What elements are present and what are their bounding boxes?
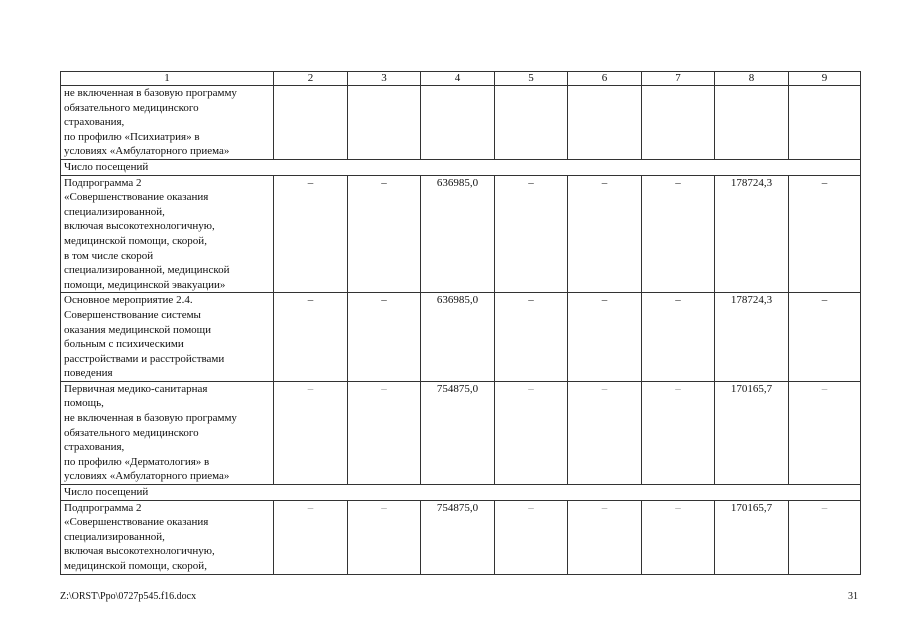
value-cell: – [274, 293, 348, 382]
value-cell: 178724,3 [715, 293, 789, 382]
row-label: Число посещений [61, 159, 861, 175]
value-cell: – [495, 381, 568, 484]
footer-file-path: Z:\ORST\Ppo\0727p545.f16.docx [60, 591, 197, 602]
value-cell: 636985,0 [421, 293, 495, 382]
footer-page-number: 31 [848, 591, 858, 602]
value-cell: – [495, 500, 568, 574]
header-cell: 2 [274, 72, 348, 86]
header-cell: 7 [642, 72, 715, 86]
value-cell: – [274, 500, 348, 574]
value-cell: 170165,7 [715, 381, 789, 484]
value-cell [568, 86, 642, 160]
value-cell: – [642, 293, 715, 382]
table-row [61, 500, 861, 574]
value-cell: – [348, 175, 421, 293]
value-cell: – [568, 500, 642, 574]
value-cell: – [274, 175, 348, 293]
header-cell: 4 [421, 72, 495, 86]
value-cell: – [348, 500, 421, 574]
header-cell: 1 [61, 72, 274, 86]
header-cell: 5 [495, 72, 568, 86]
value-cell: – [789, 175, 861, 293]
table-row [61, 175, 861, 293]
value-cell: – [568, 381, 642, 484]
value-cell: – [642, 381, 715, 484]
value-cell [348, 86, 421, 160]
row-description: Подпрограмма 2 «Совершенствование оказания специализированной, включая высокотехнологичную, медицинской помощи, скорой, в том числе скорой специализированной, медицинской помощи, медицинской эвакуации» [61, 175, 274, 293]
row-description: не включенная в базовую программу обязательного медицинского страхования, по профилю «Психиатрия» в условиях «Амбулаторного приема» [61, 86, 274, 160]
table-row [61, 86, 861, 160]
value-cell: – [274, 381, 348, 484]
header-cell: 8 [715, 72, 789, 86]
header-cell: 3 [348, 72, 421, 86]
value-cell: – [568, 175, 642, 293]
value-cell: – [495, 293, 568, 382]
value-cell: – [348, 381, 421, 484]
table-label-row [61, 485, 861, 501]
header-cell: 6 [568, 72, 642, 86]
value-cell [421, 86, 495, 160]
value-cell: – [348, 293, 421, 382]
value-cell: – [642, 175, 715, 293]
row-description: Основное мероприятие 2.4. Совершенствование системы оказания медицинской помощи больным с психическими расстройствами и расстройствами поведения [61, 293, 274, 382]
value-cell: 754875,0 [421, 500, 495, 574]
value-cell: – [789, 381, 861, 484]
value-cell [715, 86, 789, 160]
value-cell: 636985,0 [421, 175, 495, 293]
value-cell: – [568, 293, 642, 382]
value-cell: 178724,3 [715, 175, 789, 293]
value-cell [495, 86, 568, 160]
table-label-row [61, 159, 861, 175]
value-cell [642, 86, 715, 160]
row-description: Подпрограмма 2 «Совершенствование оказания специализированной, включая высокотехнологичную, медицинской помощи, скорой, [61, 500, 274, 574]
value-cell: – [642, 500, 715, 574]
table-row [61, 293, 861, 382]
value-cell: – [789, 293, 861, 382]
row-description: Первичная медико-санитарная помощь, не включенная в базовую программу обязательного медицинского страхования, по профилю «Дерматология» в условиях «Амбулаторного приема» [61, 381, 274, 484]
value-cell: – [789, 500, 861, 574]
table-header-row [61, 72, 861, 86]
value-cell: 754875,0 [421, 381, 495, 484]
value-cell: 170165,7 [715, 500, 789, 574]
table-row [61, 381, 861, 484]
table-body [61, 72, 861, 575]
value-cell: – [495, 175, 568, 293]
value-cell [274, 86, 348, 160]
budget-table [60, 71, 861, 575]
value-cell [789, 86, 861, 160]
header-cell: 9 [789, 72, 861, 86]
row-label: Число посещений [61, 485, 861, 501]
